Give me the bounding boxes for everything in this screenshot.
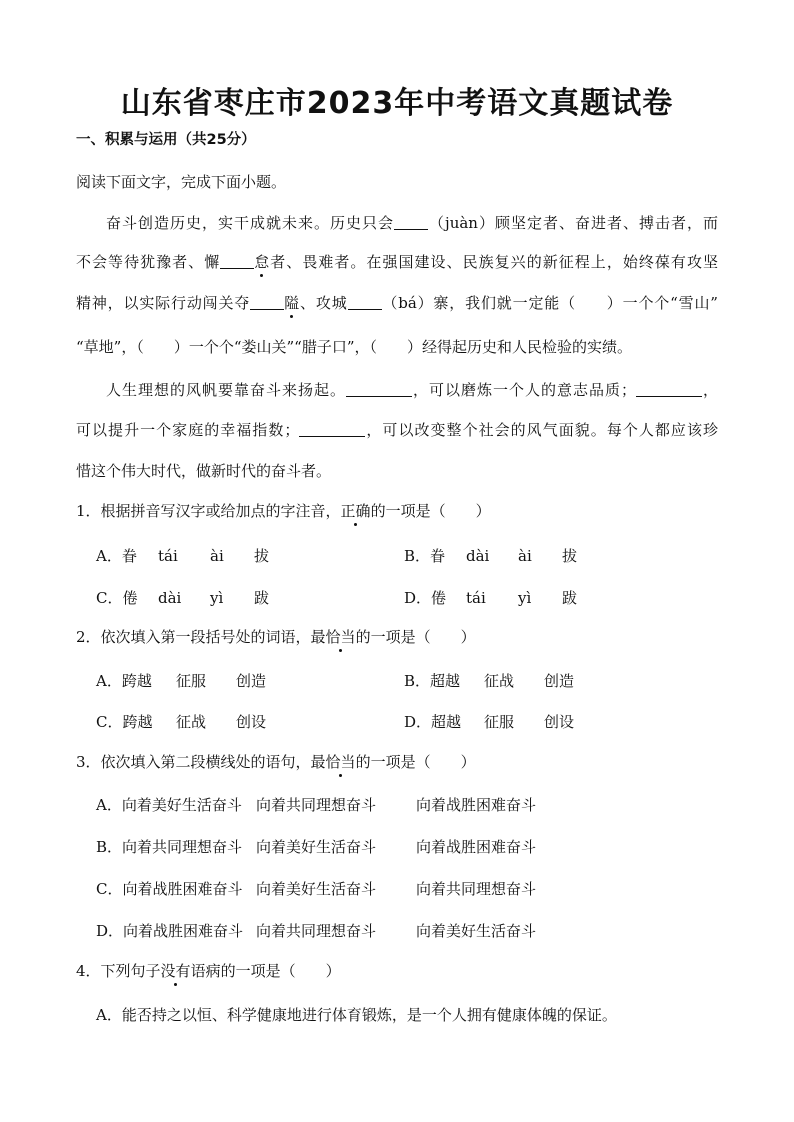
question-1-option-c[interactable]: C．倦 dài yì 跋 bbox=[96, 589, 270, 607]
question-4-option-a[interactable]: A．能否持之以恒、科学健康地进行体育锻炼，是一个人拥有健康体魄的保证。 bbox=[96, 1006, 617, 1024]
fill-blank bbox=[346, 395, 412, 397]
question-2-option-a[interactable]: A．跨越 征服 创造 bbox=[96, 672, 267, 690]
passage-line: 奋斗创造历史，实干成就未来。历史只会 （juàn）顾坚定者、奋进者、搏击者，而 bbox=[106, 214, 718, 232]
fill-blank bbox=[636, 395, 702, 397]
question-1-stem: 1．根据拼音写汉字或给加点的字注音，正确的一项是（ ） bbox=[76, 502, 491, 520]
passage-line: 精神，以实际行动闯关夺 隘、攻城 （bá）寨，我们就一定能（ ）一个个“雪山” bbox=[76, 294, 718, 312]
question-2-option-d[interactable]: D．超越 征服 创设 bbox=[404, 713, 575, 731]
fill-blank bbox=[250, 308, 284, 310]
passage-line: “草地”，（ ）一个个“娄山关”“腊子口”，（ ）经得起历史和人民检验的实绩。 bbox=[76, 338, 633, 356]
dotted-char: 怠 bbox=[254, 253, 270, 271]
question-3-option-b[interactable]: B．向着共同理想奋斗 向着美好生活奋斗 向着战胜困难奋斗 bbox=[96, 838, 537, 856]
question-1-option-b[interactable]: B．眷 dài ài 拔 bbox=[404, 547, 578, 565]
fill-blank bbox=[299, 435, 365, 437]
passage-line: 人生理想的风帆要靠奋斗来扬起。 ，可以磨炼一个人的意志品质； ， bbox=[106, 381, 718, 399]
question-3-option-c[interactable]: C．向着战胜困难奋斗 向着美好生活奋斗 向着共同理想奋斗 bbox=[96, 880, 537, 898]
reading-instruction: 阅读下面文字，完成下面小题。 bbox=[76, 173, 287, 191]
dotted-char: 隘 bbox=[284, 294, 300, 312]
fill-blank bbox=[348, 308, 382, 310]
section-heading: 一、积累与运用（共25分） bbox=[76, 132, 256, 148]
fill-blank bbox=[220, 267, 254, 269]
exam-title: 山东省枣庄市2023年中考语文真题试卷 bbox=[120, 86, 674, 121]
question-2-stem: 2．依次填入第一段括号处的词语，最恰当的一项是（ ） bbox=[76, 628, 476, 646]
fill-blank bbox=[394, 228, 428, 230]
question-2-option-b[interactable]: B．超越 征战 创造 bbox=[404, 672, 575, 690]
passage-line: 可以提升一个家庭的幸福指数； ，可以改变整个社会的风气面貌。每个人都应该珍 bbox=[76, 421, 718, 439]
question-4-stem: 4．下列句子没有语病的一项是（ ） bbox=[76, 962, 341, 980]
question-1-option-a[interactable]: A．眷 tái ài 拔 bbox=[96, 547, 270, 565]
question-1-option-d[interactable]: D．倦 tái yì 跋 bbox=[404, 589, 578, 607]
question-3-option-d[interactable]: D．向着战胜困难奋斗 向着共同理想奋斗 向着美好生活奋斗 bbox=[96, 922, 537, 940]
passage-line: 不会等待犹豫者、懈 怠者、畏难者。在强国建设、民族复兴的新征程上，始终葆有攻坚 bbox=[76, 253, 718, 271]
question-3-option-a[interactable]: A．向着美好生活奋斗 向着共同理想奋斗 向着战胜困难奋斗 bbox=[96, 796, 537, 814]
question-2-option-c[interactable]: C．跨越 征战 创设 bbox=[96, 713, 267, 731]
question-3-stem: 3．依次填入第二段横线处的语句，最恰当的一项是（ ） bbox=[76, 753, 476, 771]
passage-line: 惜这个伟大时代，做新时代的奋斗者。 bbox=[76, 462, 332, 480]
